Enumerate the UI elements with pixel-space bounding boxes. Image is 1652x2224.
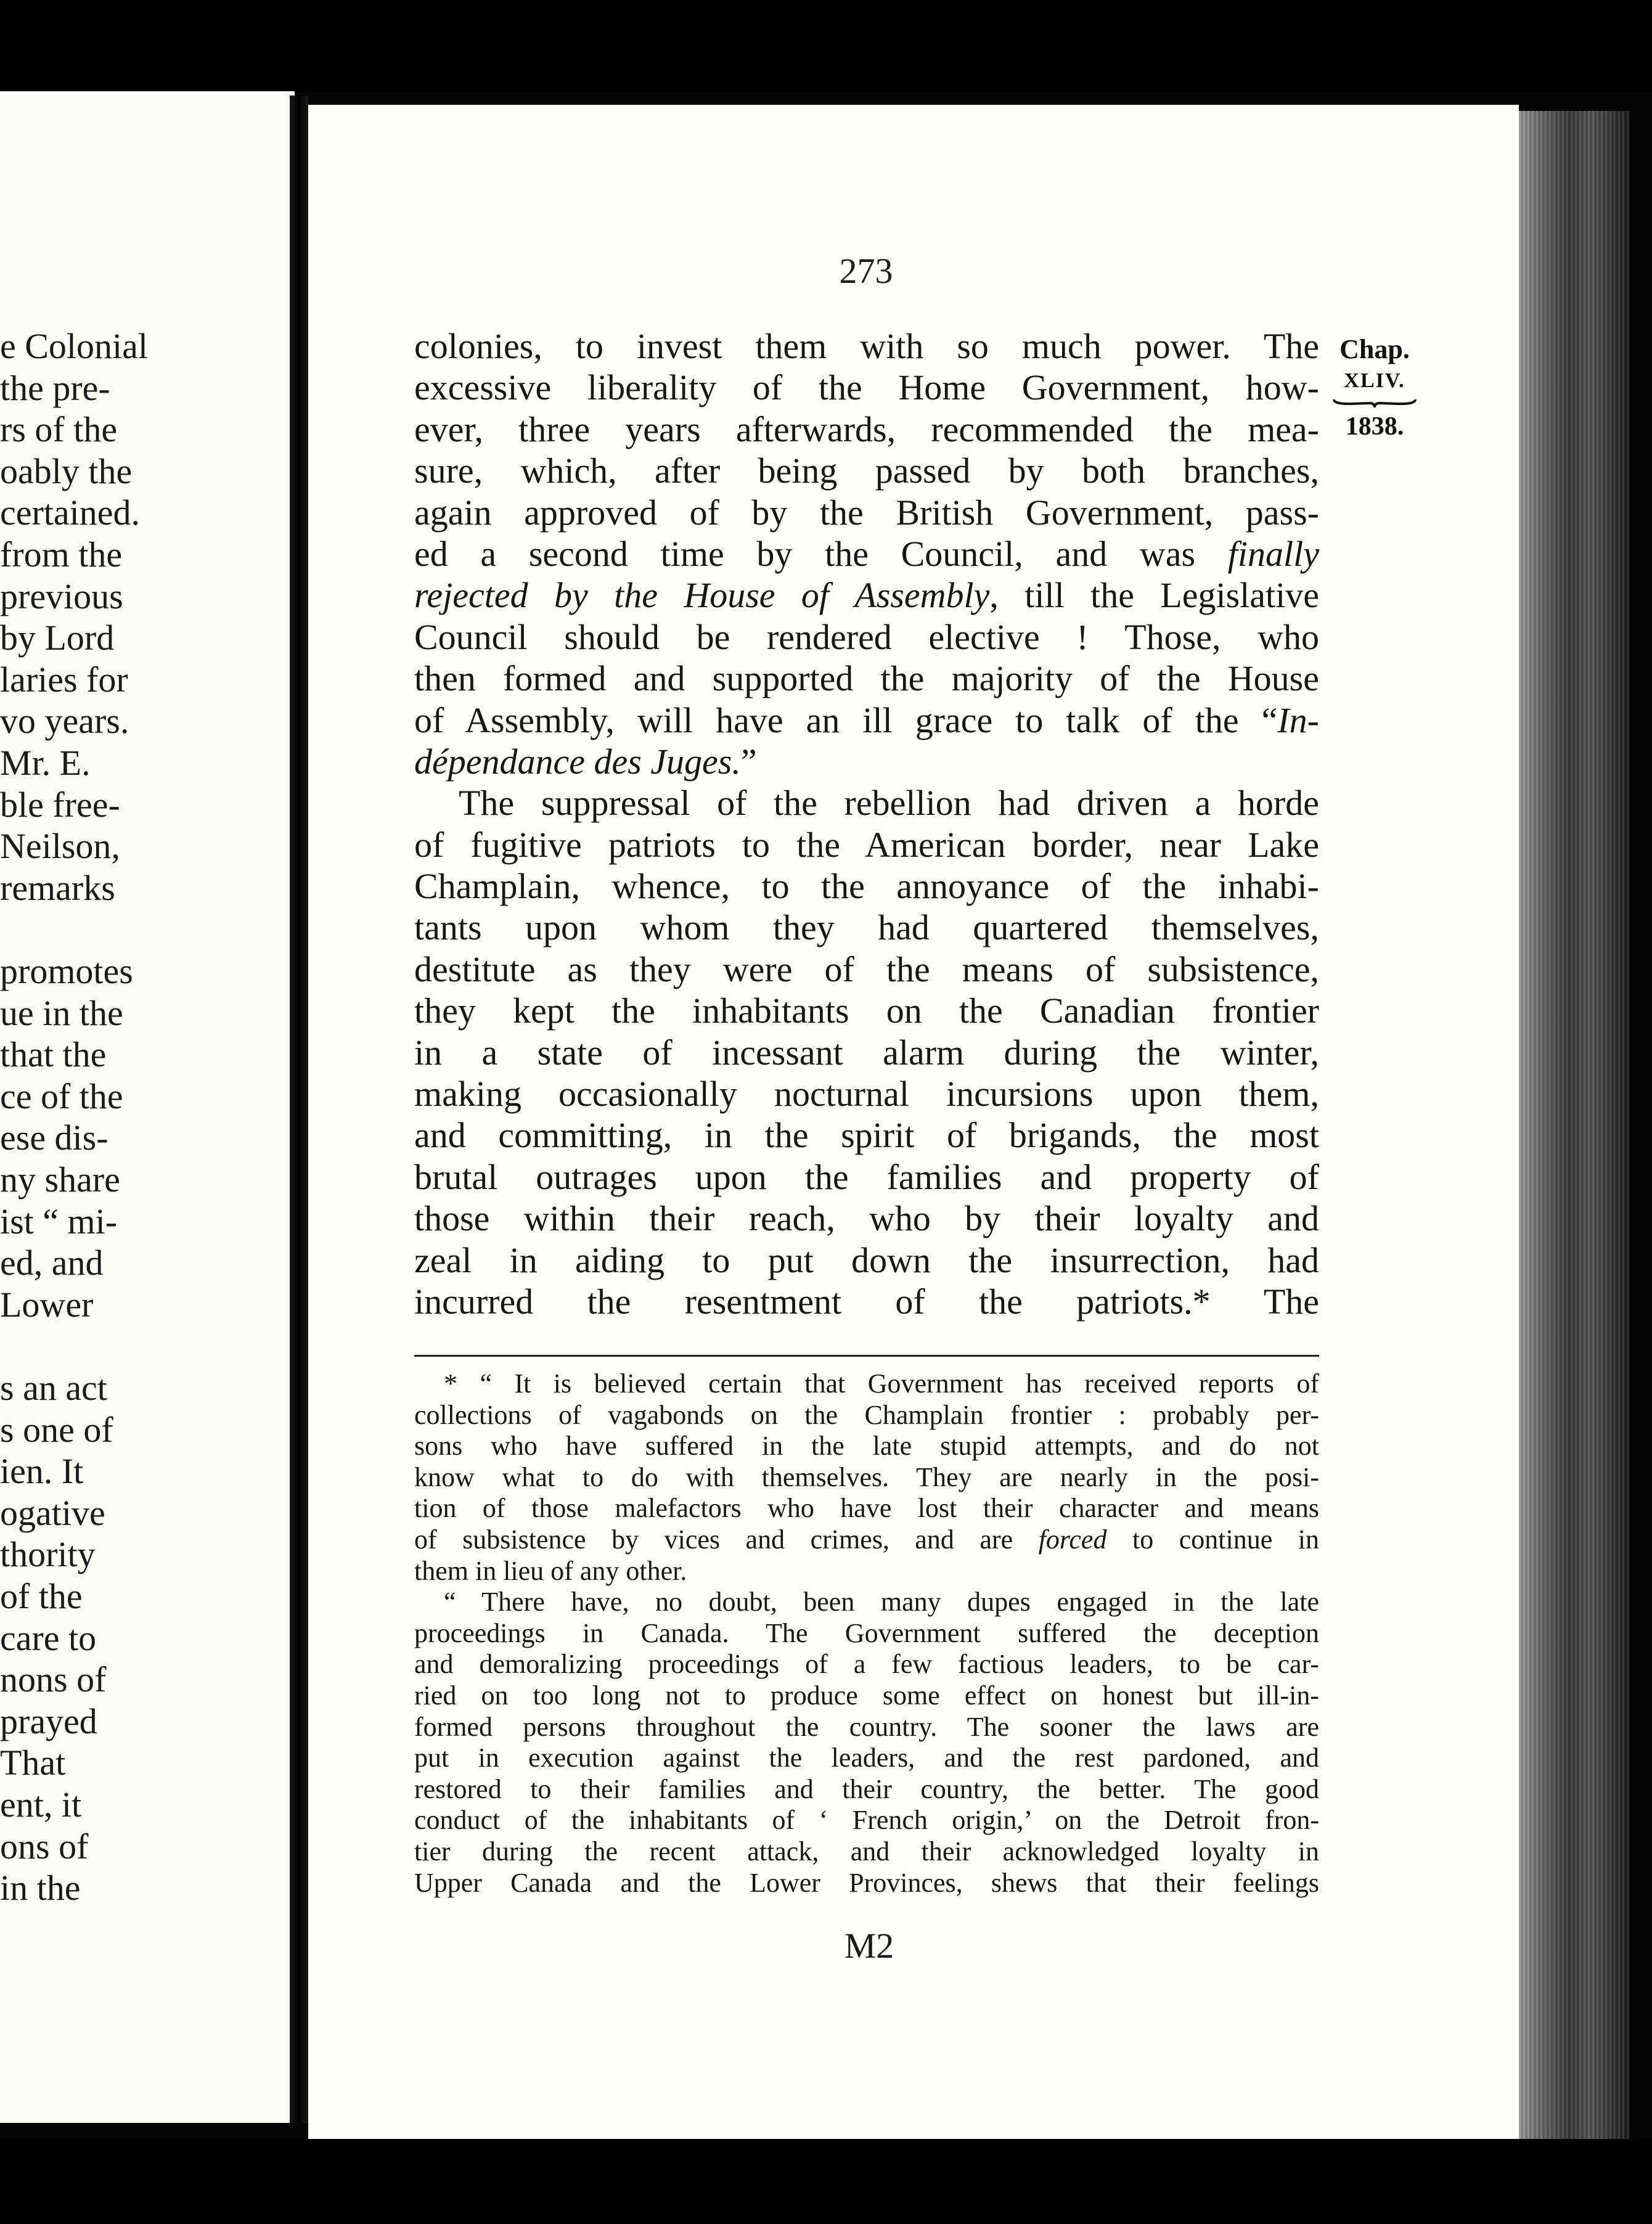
left-page-line: previous — [0, 576, 123, 616]
left-page-line: remarks — [0, 867, 115, 908]
body-line: brutal outrages upon the families and property of — [414, 1156, 1319, 1197]
left-page-line: ogative — [0, 1492, 105, 1533]
left-page-line: care to — [0, 1617, 97, 1658]
left-page-line: in the — [0, 1868, 81, 1908]
left-page-line: laries for — [0, 659, 128, 700]
left-page-line: ny share — [0, 1159, 120, 1200]
left-page-line: ist “ mi- — [0, 1201, 118, 1241]
footnote-line: collections of vagabonds on the Champlain frontier : probably per- — [414, 1399, 1319, 1430]
footnote-line: sons who have suffered in the late stupid attempts, and do not — [414, 1431, 1319, 1462]
footnote-line: * “ It is believed certain that Government has received reports of — [444, 1368, 1319, 1399]
page-fore-edge — [1519, 111, 1630, 2145]
left-page-line: e Colonial — [0, 326, 149, 366]
left-page-line: certained. — [0, 493, 141, 533]
footnote-line: and demoralizing proceedings of a few factious leaders, to be car- — [414, 1649, 1319, 1680]
footnote-line: know what to do with themselves. They are nearly in the posi- — [414, 1462, 1319, 1492]
body-line: of fugitive patriots to the American border, near Lake — [414, 824, 1319, 865]
left-page-line: nons of — [0, 1659, 107, 1700]
left-page-line: vo years. — [0, 701, 129, 742]
body-line: then formed and supported the majority of the House — [414, 658, 1319, 699]
body-text — [414, 325, 1319, 1322]
footnote-line: ried on too long not to produce some effect on honest but ill-in- — [414, 1680, 1319, 1711]
chapter-label: Chap. — [1339, 334, 1410, 364]
body-line: rejected by the House of Assembly, till the Legislative — [414, 575, 1319, 616]
body-line: excessive liberality of the Home Government, how- — [414, 367, 1319, 408]
left-page-line: ce of the — [0, 1076, 123, 1116]
margin-note — [1331, 333, 1418, 444]
left-page-line: ble free- — [0, 784, 120, 825]
left-page-line: ed, and — [0, 1243, 104, 1283]
left-page-line: Neilson, — [0, 826, 120, 867]
left-page-line: rs of the — [0, 409, 118, 450]
footnote-line: Upper Canada and the Lower Provinces, shews that their feelings — [414, 1867, 1319, 1898]
left-page-line: that the — [0, 1034, 107, 1075]
left-page-line: s an act — [0, 1368, 107, 1408]
body-line: Council should be rendered elective ! Those, who — [414, 616, 1319, 657]
body-line: destitute as they were of the means of subsistence, — [414, 949, 1319, 989]
left-page-line: oably the — [0, 451, 133, 491]
signature-mark: M2 — [844, 1926, 894, 1966]
left-page-line: of the — [0, 1576, 83, 1616]
footnote-line: them in lieu of any other. — [414, 1555, 687, 1586]
footnote-line: put in execution against the leaders, and the rest pardoned, and — [414, 1743, 1319, 1773]
left-page-line: prayed — [0, 1701, 97, 1741]
body-line: those within their reach, who by their loyalty and — [414, 1198, 1319, 1239]
margin-year: 1838. — [1345, 412, 1404, 441]
footnote-line: tier during the recent attack, and their acknowledged loyalty in — [414, 1836, 1319, 1866]
left-page-line — [0, 1325, 287, 1367]
body-line: making occasionally nocturnal incursions upon them, — [414, 1074, 1319, 1114]
scan-bottom-background — [0, 2139, 1652, 2224]
left-page-line: the pre- — [0, 367, 110, 408]
left-page-line: That — [0, 1743, 66, 1783]
body-line: of Assembly, will have an ill grace to talk of the “In- — [414, 700, 1319, 740]
left-page-line: thority — [0, 1534, 96, 1575]
body-line: they kept the inhabitants on the Canadian frontier — [414, 991, 1319, 1031]
left-page-line: Lower — [0, 1284, 94, 1325]
left-page-line: Mr. E. — [0, 743, 91, 783]
body-line: incurred the resentment of the patriots.* The — [414, 1281, 1319, 1322]
left-page-line: s one of — [0, 1409, 113, 1450]
body-line: in a state of incessant alarm during the winter, — [414, 1032, 1319, 1073]
book-gutter — [290, 96, 308, 2124]
body-line: zeal in aiding to put down the insurrection, had — [414, 1240, 1319, 1280]
body-line: ever, three years afterwards, recommended the mea- — [414, 409, 1319, 449]
footnote-line: formed persons throughout the country. The sooner the laws are — [414, 1711, 1319, 1742]
body-line: colonies, to invest them with so much power. The — [414, 326, 1319, 366]
body-line: again approved of by the British Government, pass- — [414, 492, 1319, 533]
footnote-line: proceedings in Canada. The Government suffered the deception — [414, 1617, 1319, 1648]
body-line: tants upon whom they had quartered themselves, — [414, 907, 1319, 948]
left-page-line: ese dis- — [0, 1118, 108, 1158]
footnotes — [414, 1368, 1319, 1899]
page-number: 273 — [839, 251, 893, 291]
body-line: sure, which, after being passed by both branches, — [414, 451, 1319, 491]
footnote-line: tion of those malefactors who have lost their character and means — [414, 1493, 1319, 1524]
body-line: The suppressal of the rebellion had driven a horde — [459, 783, 1319, 824]
footnote-rule — [414, 1355, 1319, 1357]
brace-ornament — [1331, 397, 1418, 409]
left-page-line: promotes — [0, 951, 133, 991]
left-page-line: ien. It — [0, 1451, 84, 1492]
footnote-line: of subsistence by vices and crimes, and are forced to continue in — [414, 1524, 1319, 1555]
footnote-line: restored to their families and their country, the better. The good — [414, 1773, 1319, 1804]
left-page-line: ue in the — [0, 992, 123, 1033]
left-page-line: by Lord — [0, 618, 115, 658]
chapter-number: XLIV. — [1344, 369, 1405, 392]
left-page-line — [0, 909, 287, 951]
left-page — [0, 91, 295, 2123]
body-line: Champlain, whence, to the annoyance of the inhabi- — [414, 866, 1319, 907]
left-page-line: ons of — [0, 1826, 89, 1866]
body-line: ed a second time by the Council, and was finally — [414, 533, 1319, 574]
scan-top-background — [0, 0, 1652, 92]
left-page-line: from the — [0, 534, 123, 574]
body-line: and committing, in the spirit of brigands, the most — [414, 1115, 1319, 1156]
footnote-line: conduct of the inhabitants of ‘ French origin,’ on the Detroit fron- — [414, 1805, 1319, 1836]
body-line: dépendance des Juges.” — [414, 741, 757, 782]
left-page-line: ent, it — [0, 1785, 82, 1825]
footnote-line: “ There have, no doubt, been many dupes engaged in the late — [444, 1587, 1319, 1617]
